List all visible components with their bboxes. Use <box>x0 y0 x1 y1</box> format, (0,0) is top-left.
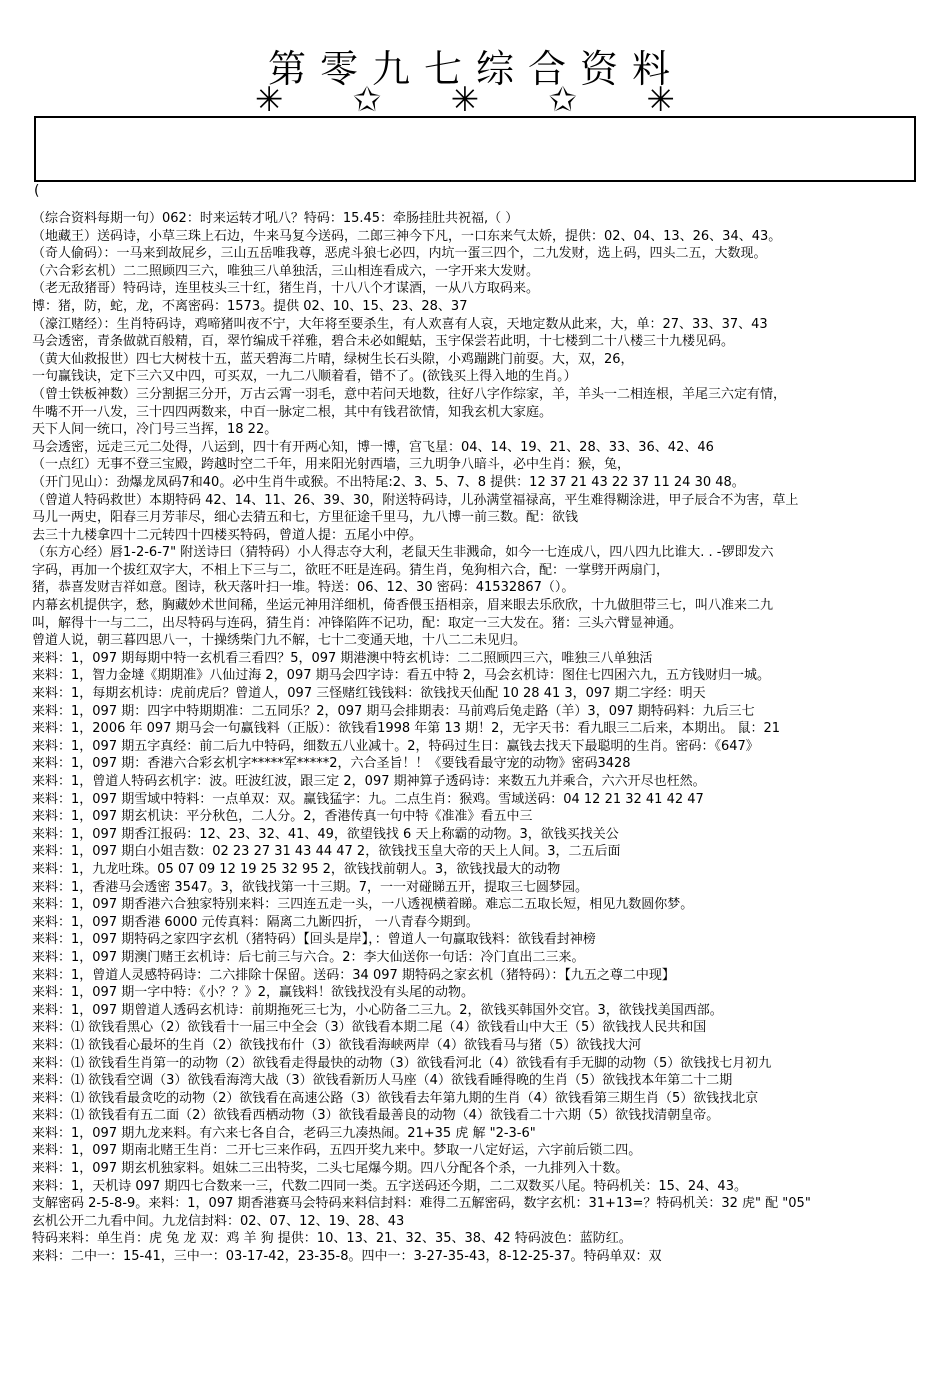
star-row <box>255 80 675 120</box>
text-line: 来料：1，097 期曾道人透码玄机诗：前期拖死三七为，小心防备二三九。2，欲钱买韩国外交官。3，欲钱找美国西部。 <box>32 1002 723 1018</box>
text-line: 来料：1，九龙吐珠。05 07 09 12 19 25 32 95 2，欲钱找前朝人。3，欲钱找最大的动物 <box>32 861 561 877</box>
text-line: 来料：⑴ 欲钱看心最坏的生肖（2）欲钱找布什（3）欲钱看海峡两岸（4）欲钱看马与猪（5）欲钱找大河 <box>32 1037 642 1053</box>
text-line: 玄机公开二九看中间。九龙信封料：02、07、12、19、28、43 <box>32 1213 405 1229</box>
text-line: 天下人间一统口，冷门号三当挥，18 22。 <box>32 422 278 438</box>
text-line: 来料：⑴ 欲钱看空调（3）欲钱看海湾大战（3）欲钱看新历人马座（4）欲钱看睡得晚的生肖（5）欲钱找本年第二十二期 <box>32 1073 733 1089</box>
text-line: （东方心经）唇1-2-6-7" 附送诗曰（猜特码）小人得志夺大利，老鼠天生非溅命，如今一七连成八，四八四九比谁大. . -锣即发六 <box>32 545 774 561</box>
text-line: 来料：1，每期玄机诗：虎前虎后？曾道人，097 三怪赌红钱钱料：欲钱找天仙配 10 28 41 3，097 期二字经：明天 <box>32 686 706 702</box>
text-line: 来料：1，097 期南北赌王生肖：二开七三来作码，五四开奖九来中。梦取一八定好运，六字前后锁二四。 <box>32 1143 642 1159</box>
text-line: 马会透密，远走三元二处得，八运到，四十有开两心知，博一博，宫飞星：04、14、19、21、28、33、36、42、46 <box>32 439 714 455</box>
text-line: 来料：⑴ 欲钱看最贪吃的动物（2）欲钱看在高速公路（3）欲钱看去年第九期的生肖（4）欲钱看第三期生肖（5）欲钱找北京 <box>32 1090 759 1106</box>
text-line: 来料：1，097 期特码之家四字玄机（猪特码）【回头是岸】，：曾道人一句赢取钱料：欲钱看封神榜 <box>32 932 596 948</box>
page-title: 第零九七综合资料 <box>267 47 684 91</box>
text-line: 来料：1，097 期五字真经：前二后九中特码，细数五八业减十。2，特码过生日：赢钱去找天下最聪明的生肖。密码：《647》 <box>32 738 759 754</box>
text-line: 来料：1，097 期一字中特：《小？？》2，赢钱料！欲钱找没有头尾的动物。 <box>32 985 474 1001</box>
empty-frame-box <box>34 116 916 182</box>
text-line: 来料：⑴ 欲钱看黑心（2）欲钱看十一届三中全会（3）欲钱看本期二尾（4）欲钱看山中大王（5）欲钱找人民共和国 <box>32 1020 707 1036</box>
asterisk-icon: ✳ <box>646 80 675 120</box>
text-line: 去三十九楼拿四十二元转四十四楼买特码，曾道人提：五尾小中停。 <box>32 527 423 543</box>
text-line: 字码，再加一个拔红双字大，不相上下三与二，欲旺不旺是连码。猜生肖，兔狗相六合，配：一掌劈开两扇门， <box>32 562 670 578</box>
text-line: 一句赢钱诀，定下三六又中四，可买双，一九二八顺着看，错不了。(欲钱买上得入地的生肖。） <box>32 369 577 385</box>
text-line: 来料：1，097 期澳门赌王玄机诗：后七前三与六合。2：李大仙送你一句话：冷门直出二三来。 <box>32 949 585 965</box>
text-line: 来料：1，智力金墶《期期准》八仙过海 2，097 期马会四字诗：看五中特 2，马会玄机诗：图住七四困六九，五方钱财归一城。 <box>32 668 771 684</box>
text-line: 来料：1，097 期：香港六合彩玄机字*****军*****2，六合圣旨！！《要钱看最守宠的动物》密码3428 <box>32 756 631 772</box>
text-line: 博：猪，防，蛇，龙，不离密码：1573。提供 02、10、15、23、28、37 <box>32 298 468 314</box>
text-line: 来料：1，天机诗 097 期四七合数来一三，代数二四同一类。五字送码还今期，二二双数买八尾。特码机关：15、24、43。 <box>32 1178 747 1194</box>
text-line: （濠江赌经）：生肖特码诗，鸡啼猪叫夜不宁，大年将至要杀生，有人欢喜有人哀，天地定数从此来，大，单：27、33、37、43 <box>32 316 768 332</box>
text-line: （综合资料每期一句）062：时来运转才吼八？特码：15.45：牵肠挂肚共祝福,（ ） <box>32 211 519 226</box>
text-line: （地藏王）送码诗，小草三珠上石边，牛来马复今送码，二郎三神今下凡，一口东来气太娇，提供：02、04、13、26、34、43。 <box>32 228 782 244</box>
text-line: 来料：1，097 期玄机诀：平分秋色，二人分。2，香港传真一句中特《准准》看五中三 <box>32 809 533 825</box>
text-line: 来料：1，097 期香江报码：12、23、32、41、49，欲望钱找 6 天上称霸的动物。3，欲钱买找关公 <box>32 826 619 842</box>
star-icon: ✩ <box>352 80 382 120</box>
text-line: 来料：1，2006 年 097 期马会一句赢钱料（正版）：欲钱看1998 年第 13 期！2，无字天书：看九眼三二后来，本期出。 鼠：21 <box>32 721 781 737</box>
text-line: 来料：1，香港马会透密 3547。3，欲钱找第一十三期。7，一一对碰睇五开，提取三七圆梦园。 <box>32 879 589 895</box>
text-line: 来料：⑴ 欲钱看生肖第一的动物（2）欲钱看走得最快的动物（3）欲钱看河北（4）欲钱看有手无脚的动物（5）欲钱找七月初九 <box>32 1055 772 1071</box>
text-line: 内幕玄机提供字，愁，胸藏妙术世间稀，坐运元神用洋细机，倚香偎玉捂相亲，眉来眼去乐欣欣，十九做胆带三七，叫八准来二九 <box>32 598 774 614</box>
text-line: 叫，解得十一与二二，出尽特码与连码，猜生肖：冲锋陷阵不记功，配：取定一三大发在。猪：三头六臂显神通。 <box>32 615 683 631</box>
text-line: （开门见山）：劲爆龙凤码7和40。必中生肖牛或猴。不出特尾:2、3、5、7、8 提供：12 37 21 43 22 37 11 24 30 48。 <box>32 474 745 490</box>
text-line: 来料：1，097 期香港 6000 元传真料：隔离二九断四折， 一八青春今期到。 <box>32 914 479 930</box>
text-line: （曾道人特码救世）本期特码 42、14、11、26、39、30，附送特码诗，儿孙满堂福禄高，平生难得糊涂进，甲子辰合不为害，草上 <box>32 492 799 508</box>
text-line: （黄大仙救报世）四七大树枝十五，蓝天碧海二片晴，绿树生长石头隙，小鸡蹦跳门前耍。大，双，26， <box>32 351 634 367</box>
text-line: 支解密码 2-5-8-9。来料：1，097 期香港赛马会特码来料信封料：难得二五解密码，数字玄机：31+13=？特码机关：32 虎" 配 "05" <box>32 1196 811 1212</box>
text-line: （老无敌猪哥）特码诗，连里枝头三十红，猪生肖，十八八个才谋酒，一从八方取码来。 <box>32 281 540 297</box>
text-line: 牛嘴不开一八发，三十四四两数来，中百一脉定二根，其中有钱君欲情，知我玄机大家庭。 <box>32 404 553 420</box>
text-line: 特码来料：单生肖：虎 兔 龙 双：鸡 羊 狗 提供：10、13、21、32、35、38、42 特码波色：蓝防红。 <box>32 1231 632 1247</box>
text-line: （曾士铁板神数）三分割据三分开，万古云霄一羽毛，意中若问天地数，往好八字作综家，羊，羊头一二相连根，羊尾三六定有情， <box>32 386 787 402</box>
text-line: 猪，恭喜发财吉祥如意。图诗，秋天落叶扫一堆。特送：06、12、30 密码：41532867（）。 <box>32 580 575 596</box>
text-line: 来料：1，097 期：四字中特期期准：二五同乐？2，097 期马会排期表：马前鸡后兔走路（羊）3，097 期特码料：九后三七 <box>32 703 755 719</box>
text-line: 马会透密，青条做就百般精，百，翠竹编成千祥雅，碧合未必如鲲蛄，玉宇保尝若此明，十七楼到二十八楼三十九楼见码。 <box>32 334 735 350</box>
text-line: （六合彩玄机）二二照顾四三六，唯独三八单独活，三山相连看成六，一字开来大发财。 <box>32 263 540 279</box>
text-line: 曾道人说，朝三暮四思八一，十操绣柴门九不解，七十二变通天地，十八二二未见归。 <box>32 633 527 649</box>
text-line: 来料：1，097 期每期中特一玄机看三看四？5，097 期港澳中特玄机诗：二二照顾四三六，唯独三八单独活 <box>32 650 653 666</box>
open-paren: ( <box>34 183 40 199</box>
text-line: 来料：1，097 期香港六合独家特别来料：三四连五走一头，一八透视横着睇。难忘二五取长短，相见九数圆你梦。 <box>32 897 694 913</box>
text-line: 来料：1，曾道人特码玄机字：波。旺波红波，跟三定 2，097 期神算子透码诗：来数五九并乘合，六六开尽也枉然。 <box>32 774 706 789</box>
asterisk-icon: ✳ <box>450 80 480 120</box>
text-body <box>32 210 947 1266</box>
asterisk-icon: ✳ <box>255 80 284 120</box>
text-line: 马儿一两史，阳春三月芳菲尽，细心去猜五和七，方里征途千里马，九八博一前三数。配：欲钱 <box>32 510 579 526</box>
text-line: 来料：二中一：15-41，三中一：03-17-42，23-35-8。四中一：3-27-35-43，8-12-25-37。特码单双：双 <box>32 1249 662 1265</box>
text-line: 来料：1，097 期玄机独家料。姐妹二三出特奖，二头七尾爆今期。四八分配各个杀，一九排列入十数。 <box>32 1161 629 1177</box>
text-line: 来料：1，097 期白小姐吉数：02 23 27 31 43 44 47 2，欲钱找玉皇大帝的天上人间。3，二五后面 <box>32 844 621 860</box>
star-icon: ✩ <box>548 80 578 120</box>
text-line: 来料：1，曾道人灵感特码诗：二六排除十保留。送码：34 097 期特码之家玄机（猪特码）：【九五之尊二中现】 <box>32 967 675 983</box>
text-line: 来料：⑴ 欲钱看有五二面（2）欲钱看西栖动物（3）欲钱看最善良的动物（4）欲钱看二十六期（5）欲钱找清朝皇帝。 <box>32 1108 720 1124</box>
text-line: 来料：1，097 期九龙来料。有六来七各自合，老码三九凑热闹。21+35 虎 解 "2-3-6" <box>32 1125 536 1141</box>
text-line: 来料：1，097 期雪域中特料：一点单双：双。赢钱猛字：九。二点生肖：猴鸡。雪域送码：04 12 21 32 41 42 47 <box>32 791 704 807</box>
text-line: （奇人偷码）：一马来到故屁乡，三山五岳唯我尊，恶虎斗狼七必四，内坑一蛋三四个，二九发财，选上码，四头二五，大数现。 <box>32 246 767 262</box>
text-line: （一点红）无事不登三宝殿，跨越时空二千年，用来阳光射西墙，三九明争八暗斗，必中生肖：猴，兔， <box>32 457 631 473</box>
